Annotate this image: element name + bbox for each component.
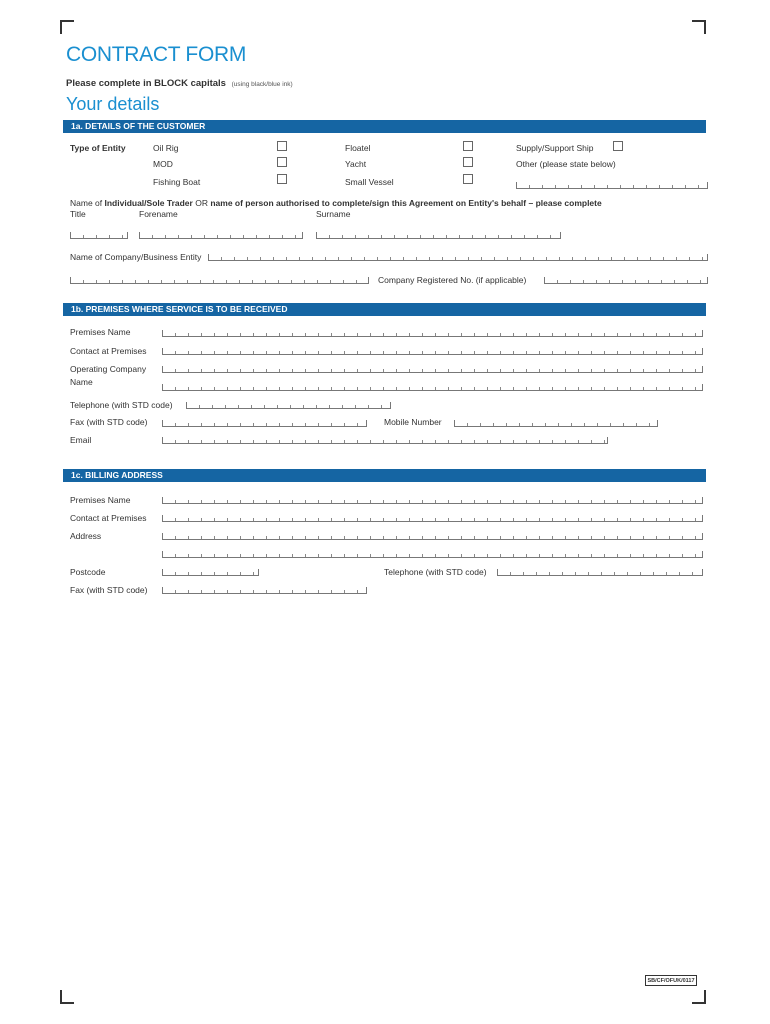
premises-name-label: Premises Name bbox=[70, 327, 131, 337]
billing-contact-label: Contact at Premises bbox=[70, 513, 147, 523]
corner-mark-top-left bbox=[60, 20, 74, 34]
title-field[interactable] bbox=[70, 232, 128, 239]
billing-address-label: Address bbox=[70, 531, 102, 541]
billing-telephone-label: Telephone (with STD code) bbox=[384, 567, 487, 577]
billing-premises-name-field[interactable] bbox=[162, 497, 703, 504]
billing-postcode-field[interactable] bbox=[162, 569, 259, 576]
forename-label: Forename bbox=[139, 209, 178, 219]
instruction-text: Please complete in BLOCK capitals bbox=[66, 78, 226, 89]
entity-type-label: Type of Entity bbox=[70, 143, 126, 153]
checkbox-fishing-boat[interactable] bbox=[277, 174, 287, 184]
corner-mark-bottom-right bbox=[692, 990, 706, 1004]
billing-address-field-line-1[interactable] bbox=[162, 533, 703, 540]
operating-company-label-line-1: Operating Company bbox=[70, 364, 147, 374]
option-floatel-label: Floatel bbox=[345, 143, 371, 153]
operating-company-field-line-2[interactable] bbox=[162, 384, 703, 391]
checkbox-mod[interactable] bbox=[277, 157, 287, 167]
section-1a-header: 1a. DETAILS OF THE CUSTOMER bbox=[63, 120, 706, 133]
telephone-label: Telephone (with STD code) bbox=[70, 400, 173, 410]
email-field[interactable] bbox=[162, 437, 608, 444]
mobile-number-field[interactable] bbox=[454, 420, 658, 427]
forename-field[interactable] bbox=[139, 232, 303, 239]
section-1b-header: 1b. PREMISES WHERE SERVICE IS TO BE RECEIVED bbox=[63, 303, 706, 316]
fax-field[interactable] bbox=[162, 420, 367, 427]
telephone-field[interactable] bbox=[186, 402, 391, 409]
option-mod-label: MOD bbox=[153, 159, 173, 169]
option-oil-rig-label: Oil Rig bbox=[153, 143, 179, 153]
billing-fax-field[interactable] bbox=[162, 587, 367, 594]
other-entity-field[interactable] bbox=[516, 182, 708, 189]
operating-company-label-line-2: Name bbox=[70, 377, 93, 387]
title-label: Title bbox=[70, 209, 86, 219]
company-reg-no-label: Company Registered No. (if applicable) bbox=[378, 275, 527, 285]
checkbox-supply-ship[interactable] bbox=[613, 141, 623, 151]
checkbox-yacht[interactable] bbox=[463, 157, 473, 167]
billing-premises-name-label: Premises Name bbox=[70, 495, 131, 505]
checkbox-oil-rig[interactable] bbox=[277, 141, 287, 151]
email-label: Email bbox=[70, 435, 92, 445]
section-1c-header: 1c. BILLING ADDRESS bbox=[63, 469, 706, 482]
billing-address-field-line-2[interactable] bbox=[162, 551, 703, 558]
company-name-field-line-1[interactable] bbox=[208, 254, 708, 261]
surname-label: Surname bbox=[316, 209, 351, 219]
option-small-vessel-label: Small Vessel bbox=[345, 177, 394, 187]
billing-contact-field[interactable] bbox=[162, 515, 703, 522]
name-instruction-prefix: Name of bbox=[70, 198, 103, 208]
mobile-number-label: Mobile Number bbox=[384, 417, 442, 427]
option-fishing-boat-label: Fishing Boat bbox=[153, 177, 201, 187]
contact-at-premises-label: Contact at Premises bbox=[70, 346, 147, 356]
instruction-note: (using black/blue ink) bbox=[231, 81, 293, 88]
company-name-field-line-2[interactable] bbox=[70, 277, 369, 284]
company-name-label: Name of Company/Business Entity bbox=[70, 252, 202, 262]
operating-company-field-line-1[interactable] bbox=[162, 366, 703, 373]
corner-mark-bottom-left bbox=[60, 990, 74, 1004]
company-reg-no-field[interactable] bbox=[544, 277, 708, 284]
name-instruction-bold-2: name of person authorised to complete/sign this Agreement on Entity's behalf – please complete bbox=[210, 198, 602, 208]
option-supply-ship-label: Supply/Support Ship bbox=[516, 143, 594, 153]
name-instruction-bold-1: Individual/Sole Trader bbox=[104, 198, 193, 208]
name-instruction bbox=[70, 198, 602, 209]
billing-telephone-field[interactable] bbox=[497, 569, 703, 576]
form-title: CONTRACT FORM bbox=[66, 43, 247, 66]
contact-at-premises-field[interactable] bbox=[162, 348, 703, 355]
section-heading: Your details bbox=[66, 94, 160, 114]
premises-name-field[interactable] bbox=[162, 330, 703, 337]
option-other-label: Other (please state below) bbox=[516, 159, 616, 169]
fax-label: Fax (with STD code) bbox=[70, 417, 148, 427]
option-yacht-label: Yacht bbox=[345, 159, 367, 169]
surname-field[interactable] bbox=[316, 232, 561, 239]
checkbox-floatel[interactable] bbox=[463, 141, 473, 151]
billing-postcode-label: Postcode bbox=[70, 567, 106, 577]
billing-fax-label: Fax (with STD code) bbox=[70, 585, 148, 595]
form-instruction bbox=[66, 78, 293, 89]
corner-mark-top-right bbox=[692, 20, 706, 34]
form-reference-code: SB/CF/OFUK/0117 bbox=[645, 975, 697, 986]
checkbox-small-vessel[interactable] bbox=[463, 174, 473, 184]
name-instruction-or: OR bbox=[195, 198, 208, 208]
